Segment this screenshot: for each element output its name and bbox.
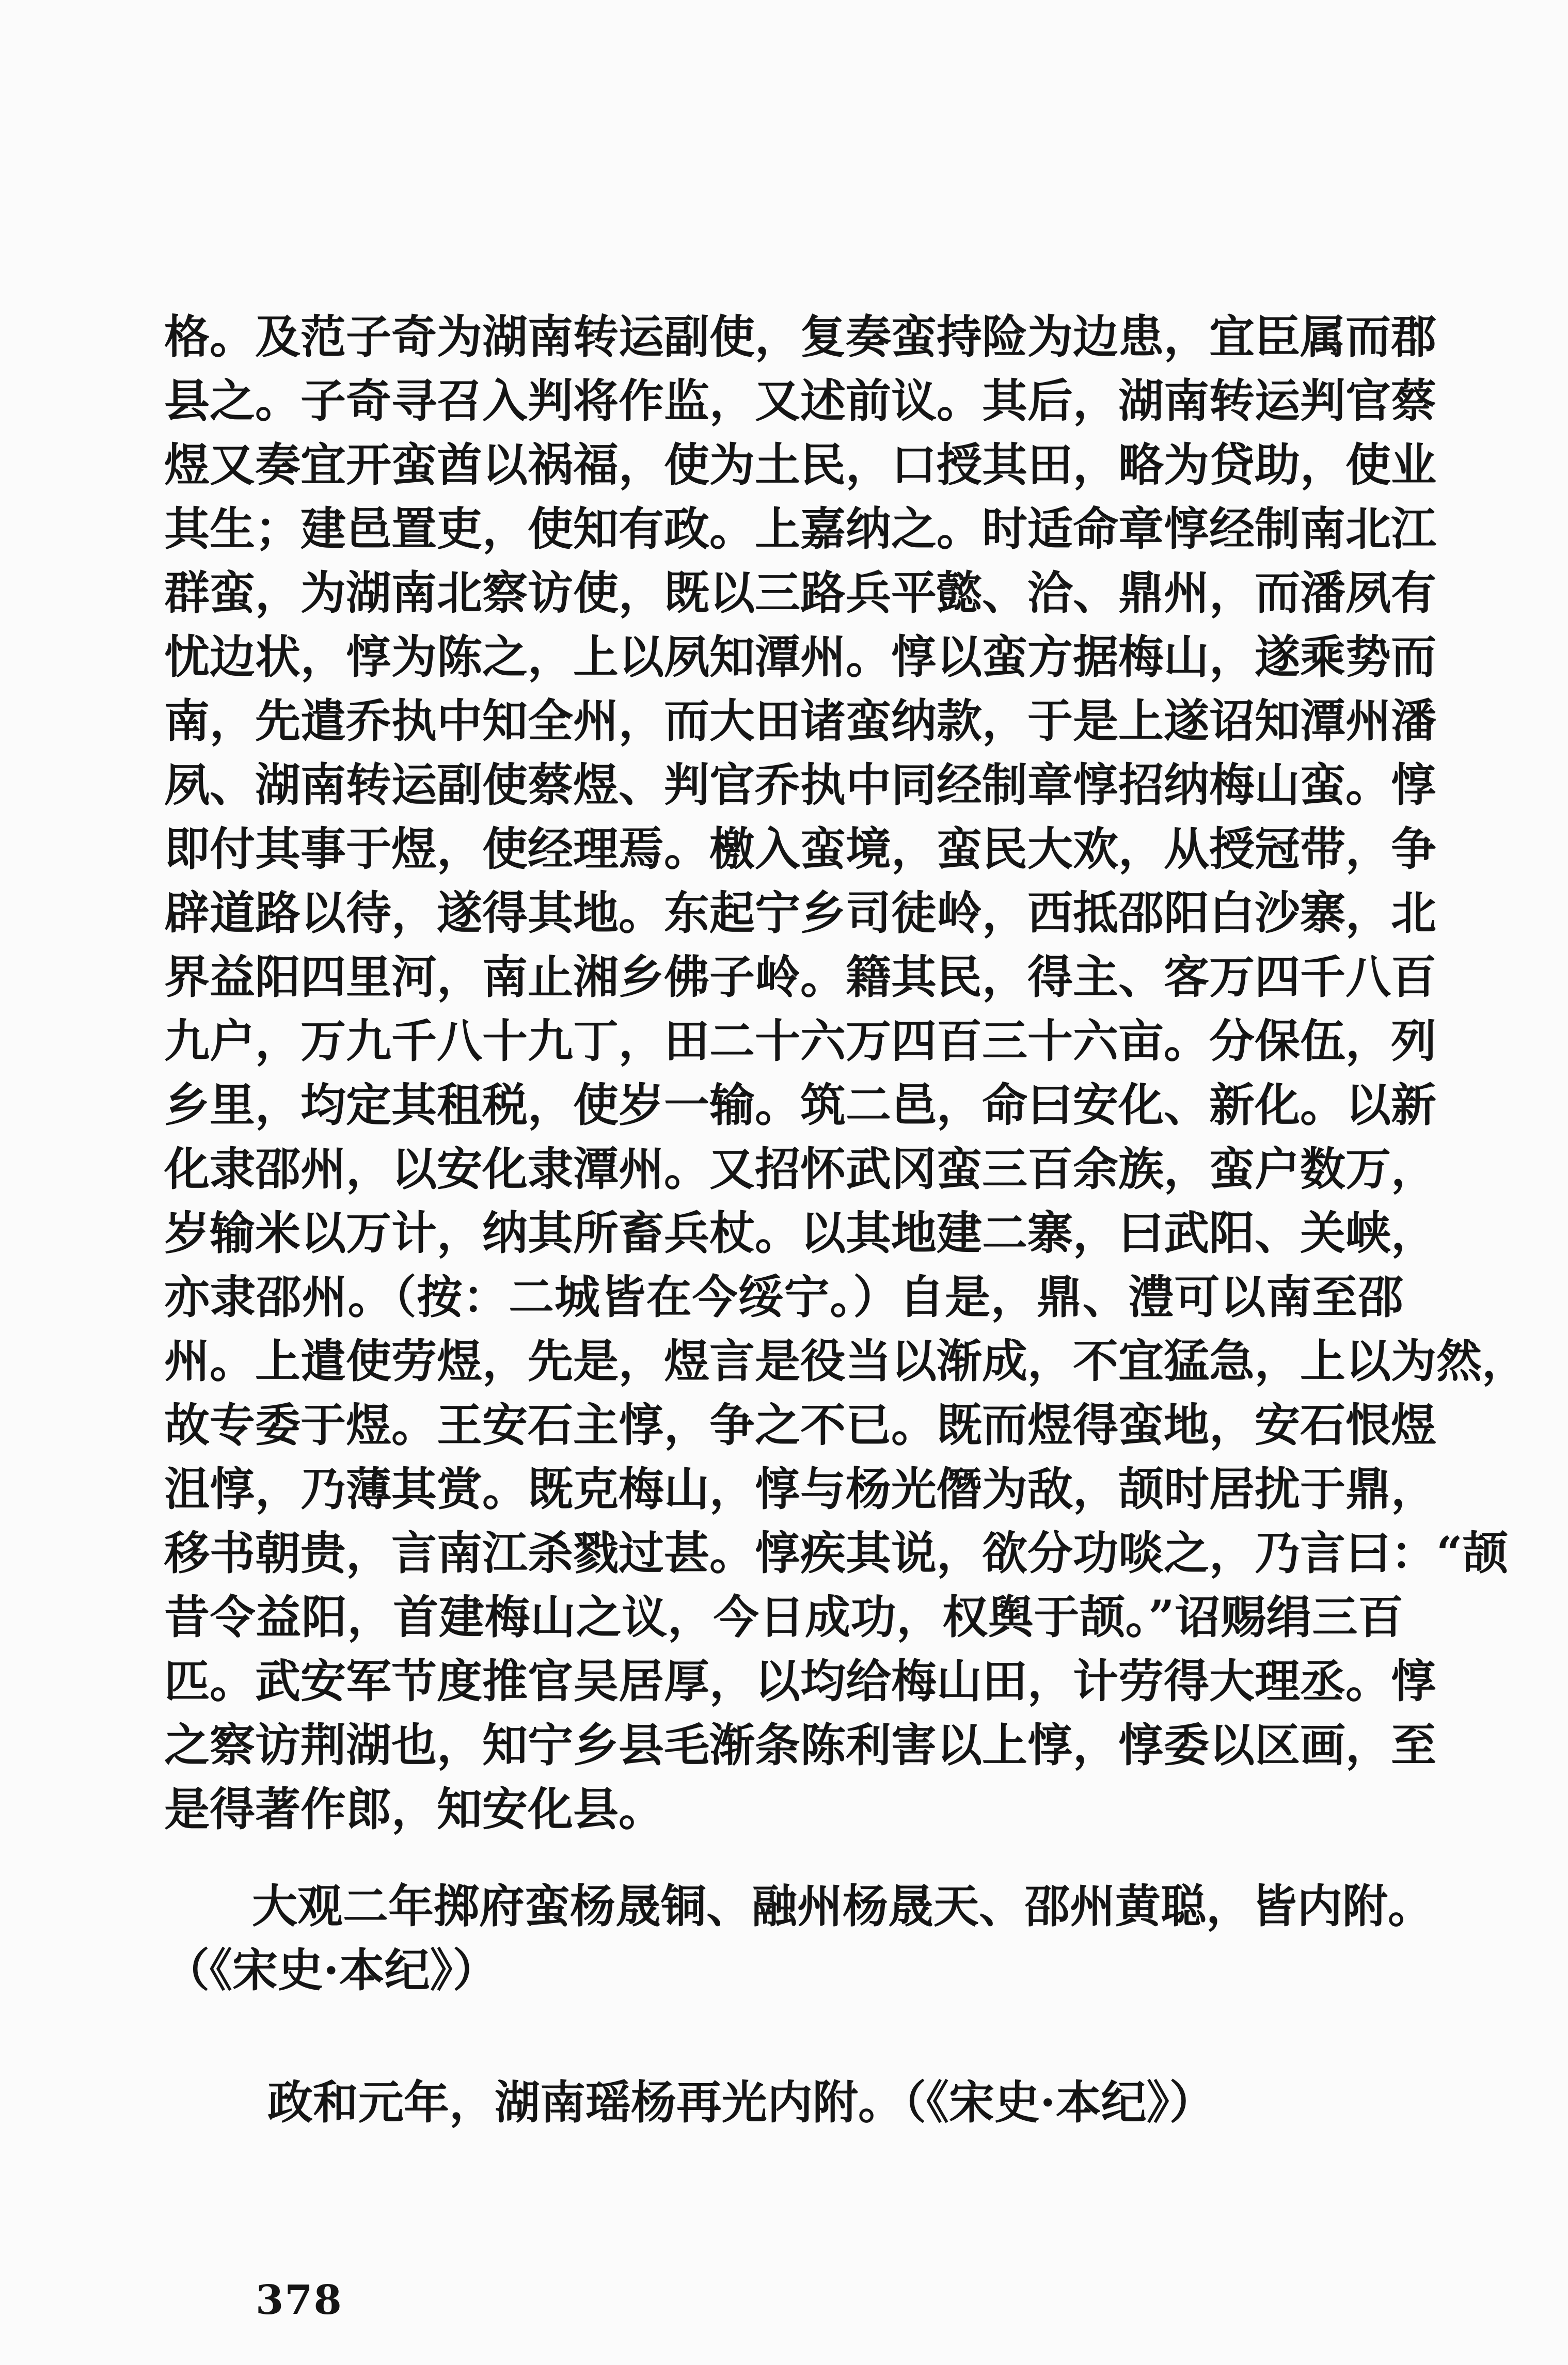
text-line: 界益阳四里河，南止湘乡佛子岭。籍其民，得主、客万四千八百 [164, 950, 1437, 1004]
text-line: 辟道路以待，遂得其地。东起宁乡司徒岭，西抵邵阳白沙寨，北 [164, 886, 1437, 940]
text-line: 亦隶邵州。（按：二城皆在今绥宁。）自是，鼎、澧可以南至邵 [164, 1270, 1403, 1324]
text-line: 格。及范子奇为湖南转运副使，复奏蛮持险为边患，宜臣属而郡 [164, 310, 1437, 363]
paragraph-line: 政和元年，湖南瑶杨再光内附。（《宋史·本纪》） [267, 2075, 1215, 2129]
text-line: 其生；建邑置吏，使知有政。上嘉纳之。时适命章惇经制南北江 [164, 502, 1437, 555]
body-text [164, 305, 1528, 1841]
text-line: 匹。武安军节度推官吴居厚，以均给梅山田，计劳得大理丞。惇 [164, 1654, 1437, 1708]
text-line: 煜又奏宜开蛮酋以祸福，使为土民，口授其田，略为贷助，使业 [164, 438, 1437, 491]
text-line: 岁输米以万计，纳其所畜兵杖。以其地建二寨，曰武阳、关峡， [164, 1206, 1437, 1260]
text-line: 夙、湖南转运副使蔡煜、判官乔执中同经制章惇招纳梅山蛮。惇 [164, 758, 1437, 812]
text-line: 之察访荆湖也，知宁乡县毛渐条陈利害以上惇，惇委以区画，至 [164, 1718, 1437, 1772]
text-line: 移书朝贵，言南江杀戮过甚。惇疾其说，欲分功啖之，乃言曰：“颉 [164, 1526, 1508, 1580]
text-line: 群蛮，为湖南北察访使，既以三路兵平懿、洽、鼎州，而潘夙有 [164, 566, 1437, 620]
text-line: 南，先遣乔执中知全州，而大田诸蛮纳款，于是上遂诏知潭州潘 [164, 694, 1437, 748]
text-line: 故专委于煜。王安石主惇，争之不已。既而煜得蛮地，安石恨煜 [164, 1398, 1437, 1452]
paragraph-citation: （《宋史·本纪》） [164, 1943, 498, 1997]
text-line: 是得著作郎，知安化县。 [164, 1782, 664, 1836]
text-line: 州。上遣使劳煜，先是，煜言是役当以渐成，不宜猛急，上以为然， [164, 1334, 1528, 1388]
paragraph-line: 大观二年掷府蛮杨晟铜、融州杨晟天、邵州黄聪，皆内附。 [252, 1879, 1434, 1933]
text-line: 乡里，均定其租税，使岁一输。筑二邑，命曰安化、新化。以新 [164, 1078, 1437, 1132]
text-line: 即付其事于煜，使经理焉。檄入蛮境，蛮民大欢，从授冠带，争 [164, 822, 1437, 876]
text-line: 县之。子奇寻召入判将作监，又述前议。其后，湖南转运判官蔡 [164, 374, 1437, 427]
text-line: 忧边状，惇为陈之，上以夙知潭州。惇以蛮方据梅山，遂乘势而 [164, 630, 1437, 684]
text-line: 沮惇，乃薄其赏。既克梅山，惇与杨光僭为敌，颉时居扰于鼎， [164, 1462, 1437, 1516]
text-line: 昔令益阳，首建梅山之议，今日成功，权舆于颉。”诏赐绢三百 [164, 1590, 1403, 1644]
paragraph-daguan [164, 1874, 1434, 2002]
text-line: 化隶邵州，以安化隶潭州。又招怀武冈蛮三百余族，蛮户数万， [164, 1142, 1437, 1196]
text-line: 九户，万九千八十九丁，田二十六万四百三十六亩。分保伍，列 [164, 1014, 1437, 1068]
page-number: 378 [256, 2277, 343, 2324]
paragraph-zhenghe [164, 2070, 1414, 2134]
